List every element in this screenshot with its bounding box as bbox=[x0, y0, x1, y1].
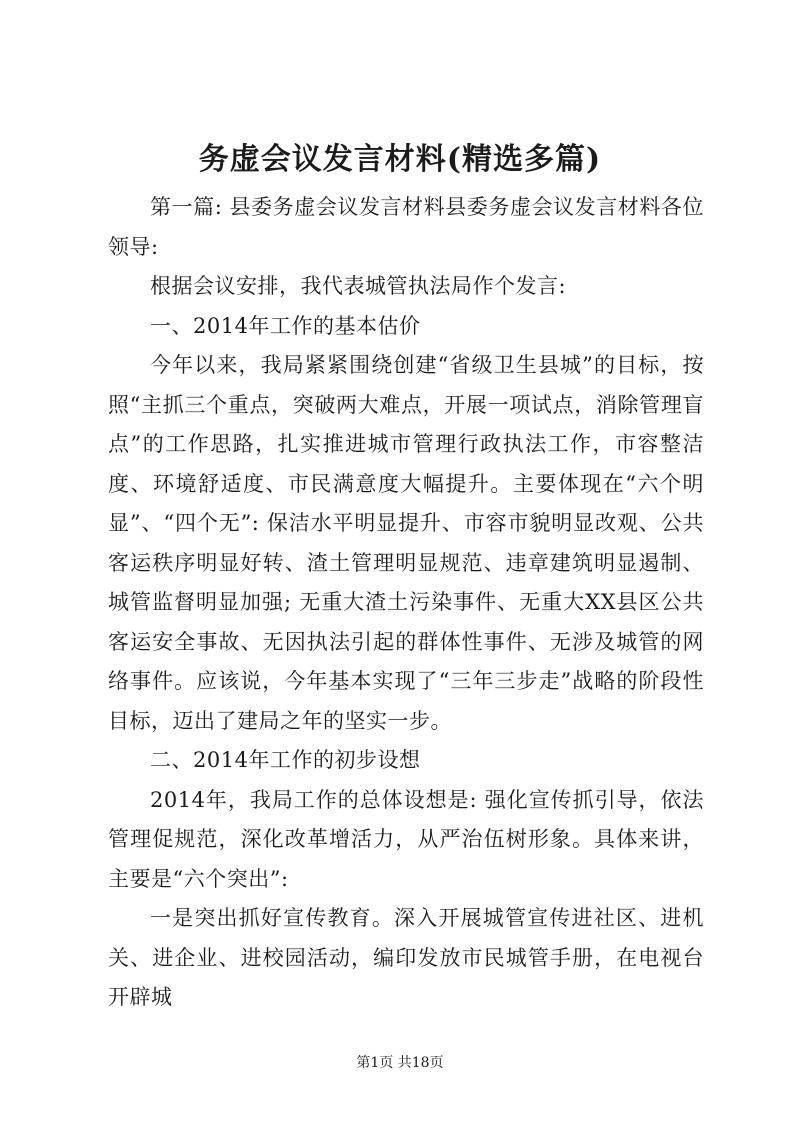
paragraph-plan: 2014年，我局工作的总体设想是: 强化宣传抓引导，依法管理促规范，深化改革增活力，从严治伍树形象。具体来讲，主要是“六个突出”: bbox=[108, 787, 704, 891]
section-heading-1: 一、2014年工作的基本估价 bbox=[150, 313, 421, 338]
paragraph-arrangement: 根据会议安排，我代表城管执法局作个发言: bbox=[150, 274, 567, 298]
paragraph-intro: 第一篇: 县委务虚会议发言材料县委务虚会议发言材料各位领导: bbox=[108, 195, 704, 259]
paragraph-point-one: 一是突出抓好宣传教育。深入开展城管宣传进社区、进机关、进企业、进校园活动，编印发放市民城管手册，在电视台开辟城 bbox=[108, 906, 704, 1009]
section-heading-2: 二、2014年工作的初步设想 bbox=[150, 748, 421, 772]
document-title: 务虚会议发言材料(精选多篇) bbox=[198, 142, 602, 177]
page-number: 第1页 共18页 bbox=[356, 1055, 444, 1071]
paragraph-review: 今年以来，我局紧紧围绕创建“省级卫生县城”的目标，按照“主抓三个重点，突破两大难点，开展一项试点，消除管理盲点”的工作思路，扎实推进城市管理行政执法工作，市容整洁度、环境舒适度、市民满意度大幅提升。主要体现在“六个明显”、“四个无”: 保洁水平明显提升、市容市貌明显改观、公共客运秩序明显好转、渣土管理明显规范、违章建筑明显遏制、城管监督明显加强; 无重大渣土污染事件、无重大XX县区公共客运安全事故、无因执法引起的群体性事件、无涉及城管的网络事件。应该说，今年基本实现了“三年三步走”战略的阶段性目标，迈出了建局之年的坚实一步。 bbox=[108, 353, 704, 733]
document-body bbox=[108, 188, 704, 1018]
